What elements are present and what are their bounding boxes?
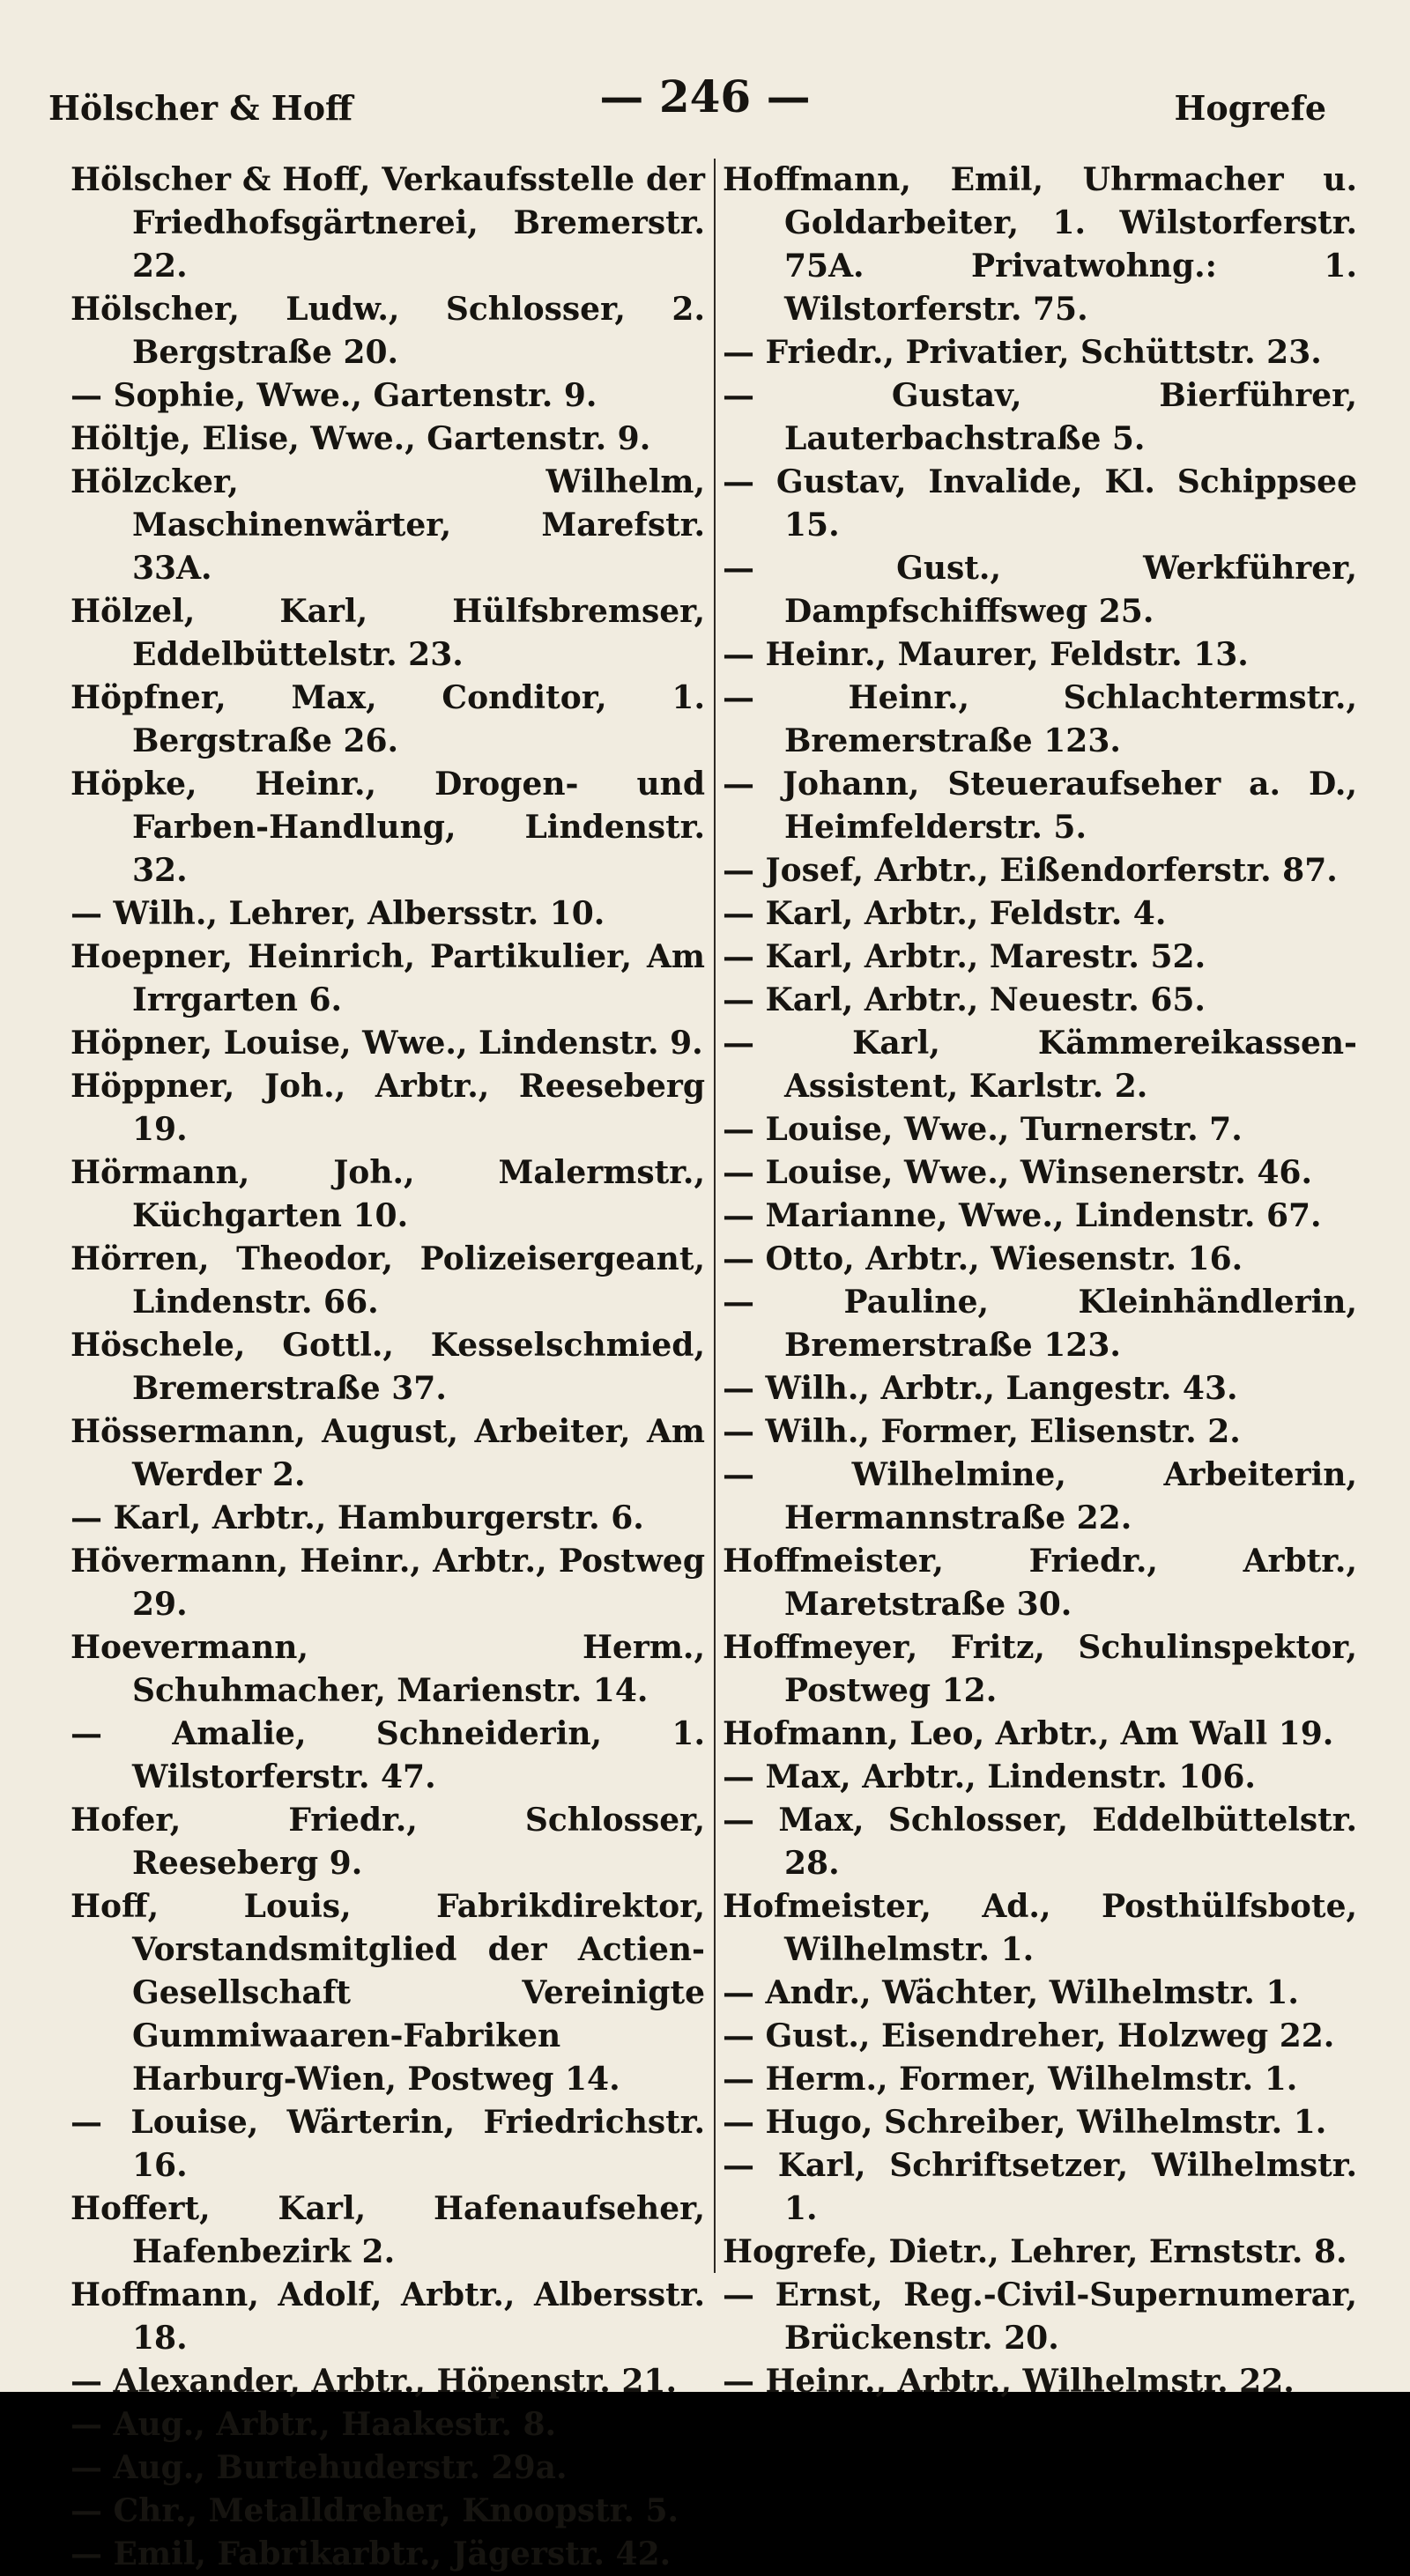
directory-entry: Hoffmann, Adolf, Arbtr., Albersstr. 18.	[70, 2276, 705, 2357]
directory-entry: — Wilhelmine, Arbeiterin, Hermannstraße 22.	[723, 1456, 1357, 1536]
directory-entry: Hörmann, Joh., Malermstr., Küchgarten 10.	[70, 1154, 705, 1234]
directory-entry: Hoffert, Karl, Hafenaufseher, Hafenbezirk 2.	[70, 2190, 705, 2270]
directory-entry: — Josef, Arbtr., Eißendorferstr. 87.	[723, 852, 1338, 889]
directory-entry: — Karl, Kämmereikassen-Assistent, Karlstr. 2.	[723, 1025, 1357, 1105]
directory-entry: Hölzcker, Wilhelm, Maschinenwärter, Marefstr. 33A.	[70, 463, 705, 587]
directory-entry: — Louise, Wwe., Turnerstr. 7.	[723, 1111, 1243, 1148]
directory-entry: — Heinr., Schlachtermstr., Bremerstraße 123.	[723, 679, 1357, 759]
directory-entry: — Marianne, Wwe., Lindenstr. 67.	[723, 1197, 1322, 1234]
column-divider	[714, 159, 716, 2273]
left-column	[70, 159, 705, 2572]
right-column	[723, 159, 1357, 2400]
directory-entry: Höpner, Louise, Wwe., Lindenstr. 9.	[70, 1025, 703, 1062]
directory-entry: Hogrefe, Dietr., Lehrer, Ernststr. 8.	[723, 2233, 1347, 2270]
page-header	[0, 70, 1410, 141]
directory-entry: Höpfner, Max, Conditor, 1. Bergstraße 26.	[70, 679, 705, 759]
directory-entry: — Herm., Former, Wilhelmstr. 1.	[723, 2061, 1298, 2098]
directory-entry: Hövermann, Heinr., Arbtr., Postweg 29.	[70, 1543, 705, 1623]
directory-entry: — Karl, Arbtr., Feldstr. 4.	[723, 895, 1167, 932]
directory-entry: Hölscher & Hoff, Verkaufsstelle der Friedhofsgärtnerei, Bremerstr. 22.	[70, 161, 705, 285]
directory-entry: — Karl, Arbtr., Marestr. 52.	[723, 938, 1206, 975]
directory-entry: Hölzel, Karl, Hülfsbremser, Eddelbüttelstr. 23.	[70, 593, 705, 673]
directory-entry: — Friedr., Privatier, Schüttstr. 23.	[723, 334, 1322, 371]
directory-entry: — Heinr., Maurer, Feldstr. 13.	[723, 636, 1249, 673]
directory-entry: Hoffmeyer, Fritz, Schulinspektor, Postweg 12.	[723, 1629, 1357, 1709]
directory-entry: Hölscher, Ludw., Schlosser, 2. Bergstraße 20.	[70, 291, 705, 371]
directory-entry: — Max, Arbtr., Lindenstr. 106.	[723, 1758, 1256, 1795]
directory-entry: — Gustav, Bierführer, Lauterbachstraße 5.	[723, 377, 1357, 457]
directory-entry: Hoffmeister, Friedr., Arbtr., Maretstraße 30.	[723, 1543, 1357, 1623]
directory-entry: — Heinr., Arbtr., Wilhelmstr. 22.	[723, 2363, 1295, 2400]
directory-entry: Hofmeister, Ad., Posthülfsbote, Wilhelmstr. 1.	[723, 1888, 1357, 1968]
directory-entry: Höschele, Gottl., Kesselschmied, Bremerstraße 37.	[70, 1327, 705, 1407]
directory-entry: — Max, Schlosser, Eddelbüttelstr. 28.	[723, 1802, 1357, 1882]
header-right-catchword: Hogrefe	[1174, 88, 1326, 128]
directory-entry: — Aug., Arbtr., Haakestr. 8.	[70, 2406, 557, 2443]
directory-entry: — Chr., Metalldreher, Knoopstr. 5.	[70, 2492, 679, 2529]
directory-entry: Hofmann, Leo, Arbtr., Am Wall 19.	[723, 1715, 1334, 1752]
directory-entry: Hössermann, August, Arbeiter, Am Werder 2.	[70, 1413, 705, 1493]
directory-entry: — Pauline, Kleinhändlerin, Bremerstraße 123.	[723, 1284, 1357, 1364]
directory-entry: Hofer, Friedr., Schlosser, Reeseberg 9.	[70, 1802, 705, 1882]
directory-entry: Hoepner, Heinrich, Partikulier, Am Irrgarten 6.	[70, 938, 705, 1018]
directory-entry: — Wilh., Arbtr., Langestr. 43.	[723, 1370, 1238, 1407]
directory-entry: — Louise, Wärterin, Friedrichstr. 16.	[70, 2104, 705, 2184]
directory-entry: — Alexander, Arbtr., Höpenstr. 21.	[70, 2363, 677, 2400]
directory-entry: — Gustav, Invalide, Kl. Schippsee 15.	[723, 463, 1357, 544]
directory-entry: — Ernst, Reg.-Civil-Supernumerar, Brückenstr. 20.	[723, 2276, 1357, 2357]
directory-entry: — Johann, Steueraufseher a. D., Heimfelderstr. 5.	[723, 766, 1357, 846]
page-number: — 246 —	[599, 70, 811, 122]
directory-entry: — Andr., Wächter, Wilhelmstr. 1.	[723, 1974, 1299, 2011]
directory-entry: — Louise, Wwe., Winsenerstr. 46.	[723, 1154, 1312, 1191]
header-left-catchword: Hölscher & Hoff	[48, 88, 353, 128]
directory-entry: — Karl, Arbtr., Hamburgerstr. 6.	[70, 1499, 644, 1536]
directory-entry: Hoevermann, Herm., Schuhmacher, Marienstr. 14.	[70, 1629, 705, 1709]
directory-entry: Hoff, Louis, Fabrikdirektor, Vorstandsmitglied der Actien-Gesellschaft Vereinigte Gummiwaaren-Fabriken Harburg-Wien, Postweg 14.	[70, 1888, 705, 2098]
directory-entry: — Wilh., Former, Elisenstr. 2.	[723, 1413, 1241, 1450]
directory-entry: — Sophie, Wwe., Gartenstr. 9.	[70, 377, 597, 414]
directory-entry: — Gust., Werkführer, Dampfschiffsweg 25.	[723, 550, 1357, 630]
directory-entry: — Emil, Fabrikarbtr., Jägerstr. 42.	[70, 2535, 672, 2572]
directory-entry: — Karl, Arbtr., Neuestr. 65.	[723, 981, 1206, 1018]
directory-entry: — Gust., Eisendreher, Holzweg 22.	[723, 2017, 1335, 2054]
directory-entry: Hörren, Theodor, Polizeisergeant, Lindenstr. 66.	[70, 1240, 705, 1321]
directory-entry: Hoffmann, Emil, Uhrmacher u. Goldarbeiter, 1. Wilstorferstr. 75A. Privatwohng.: 1. Wilstorferstr. 75.	[723, 161, 1357, 328]
directory-entry: — Amalie, Schneiderin, 1. Wilstorferstr. 47.	[70, 1715, 705, 1795]
directory-entry: — Wilh., Lehrer, Albersstr. 10.	[70, 895, 605, 932]
directory-entry: Höltje, Elise, Wwe., Gartenstr. 9.	[70, 420, 651, 457]
directory-entry: Höppner, Joh., Arbtr., Reeseberg 19.	[70, 1068, 705, 1148]
directory-entry: — Hugo, Schreiber, Wilhelmstr. 1.	[723, 2104, 1327, 2141]
directory-entry: — Karl, Schriftsetzer, Wilhelmstr. 1.	[723, 2147, 1357, 2227]
directory-entry: Höpke, Heinr., Drogen- und Farben-Handlung, Lindenstr. 32.	[70, 766, 705, 889]
directory-entry: — Aug., Burtehuderstr. 29a.	[70, 2449, 568, 2486]
directory-entry: — Otto, Arbtr., Wiesenstr. 16.	[723, 1240, 1243, 1277]
